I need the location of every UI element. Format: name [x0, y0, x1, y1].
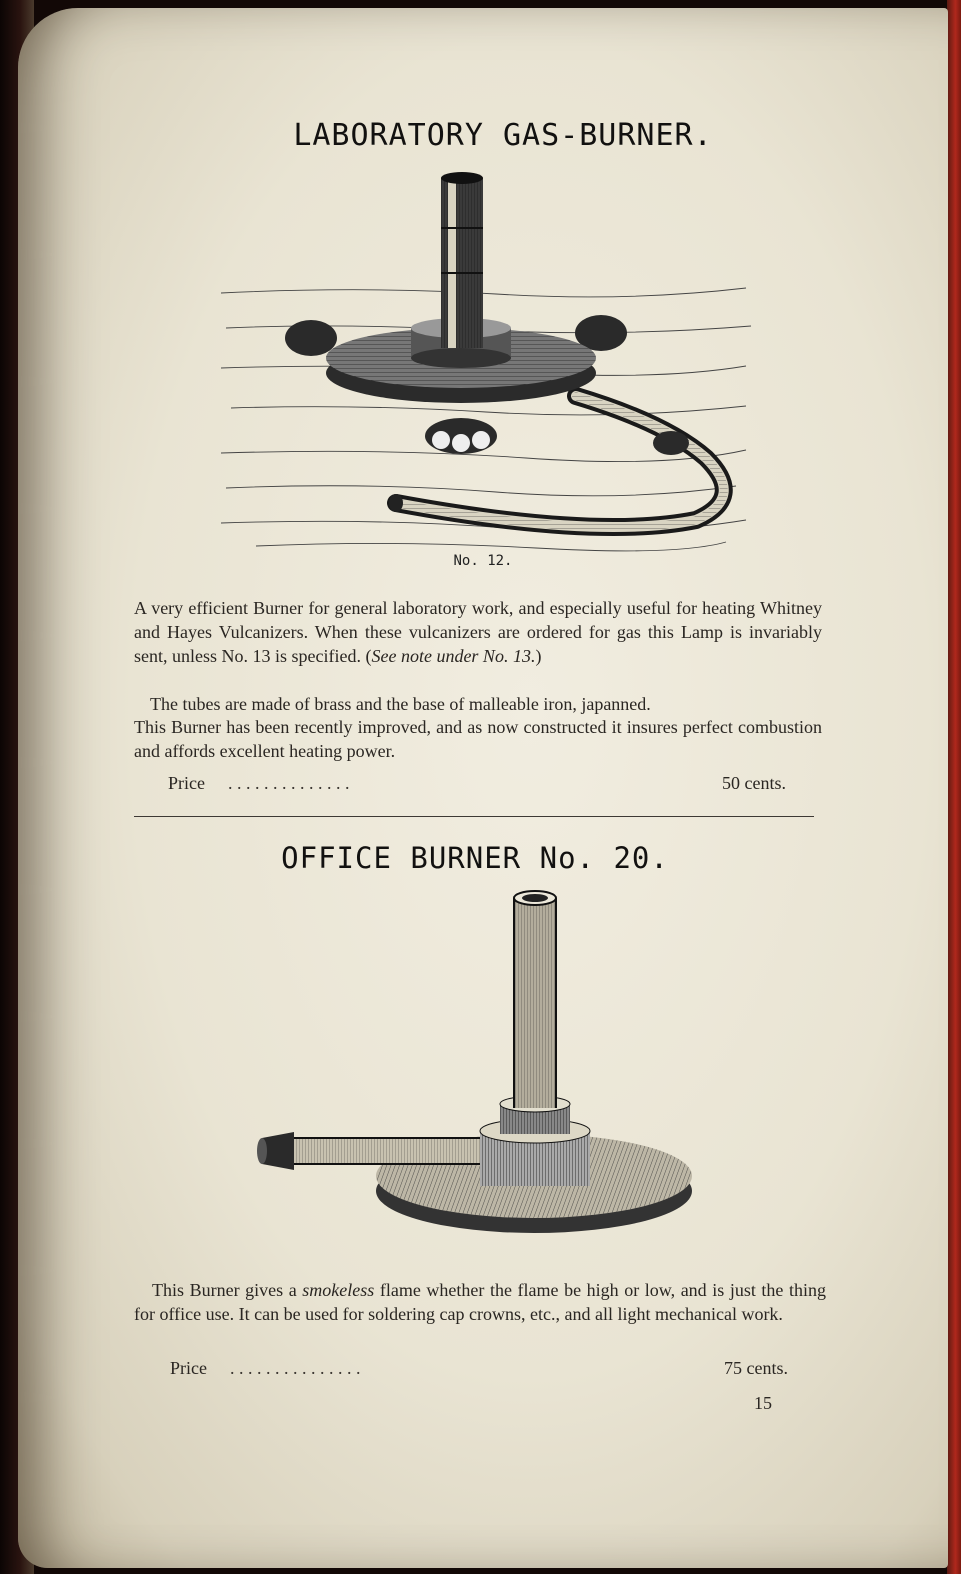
red-book-edge [947, 0, 961, 1574]
description-text-end: ) [535, 646, 542, 666]
description-note-italic: See note under No. 13. [371, 646, 536, 666]
lab-burner-description [134, 596, 822, 668]
lab-burner-improvement: This Burner has been recently improved, and as now constructed it insures perfect combustion and affords excellent heating power. [134, 717, 822, 761]
price-label: Price [170, 1358, 207, 1378]
lab-burner-materials: The tubes are made of brass and the base of malleable iron, japanned. [150, 694, 651, 714]
section-divider [134, 816, 814, 817]
lab-burner-price-line [168, 773, 786, 794]
lab-burner-title: LABORATORY GAS-BURNER. [293, 118, 713, 153]
office-burner-description [134, 1278, 826, 1326]
laboratory-gas-burner-illustration [216, 168, 756, 558]
catalog-page [18, 8, 948, 1568]
description-emphasis: smokeless [302, 1280, 375, 1300]
description-text: A very efficient Burner for general laboratory work, and especially useful for heating Whitney and Hayes Vulcanizers. When these vulcanizers are ordered for gas this Lamp is invariably sent, unless No. 13 is specified. ( [134, 598, 822, 666]
office-burner-price-line [170, 1358, 788, 1379]
price-leader-dots: . . . . . . . . . . . . . . [228, 773, 350, 793]
description-text: This Burner gives a [152, 1280, 303, 1300]
description-text-end: flame whether the flame be high or low, and is just the thing for office use. It can be used for soldering cap crowns, etc., and all light mechanical work. [134, 1280, 826, 1324]
price-value: 75 cents. [724, 1358, 788, 1378]
page-number: 15 [754, 1393, 772, 1413]
office-burner-title: OFFICE BURNER No. 20. [281, 841, 669, 875]
figure-caption-no-12: No. 12. [453, 553, 513, 569]
price-leader-dots: . . . . . . . . . . . . . . . [230, 1358, 361, 1378]
price-label: Price [168, 773, 205, 793]
price-value: 50 cents. [722, 773, 786, 793]
office-burner-illustration [254, 886, 694, 1236]
